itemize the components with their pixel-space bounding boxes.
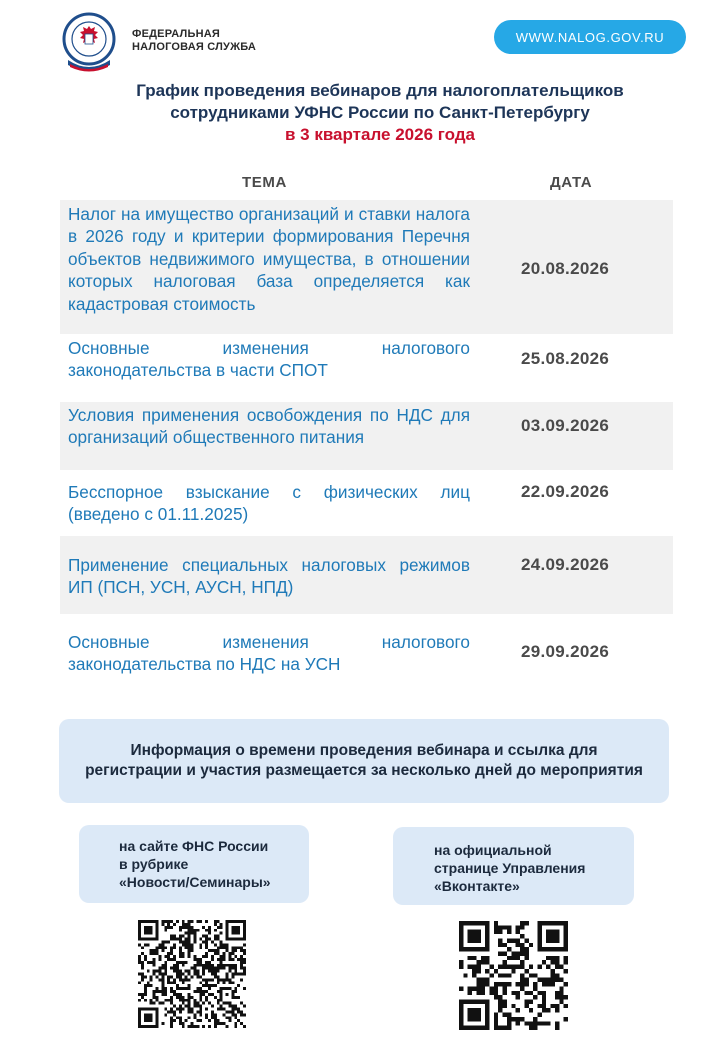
webinar-date: 20.08.2026 <box>521 259 610 278</box>
callout-left-line1: на сайте ФНС России <box>119 838 269 854</box>
title-quarter: в 3 квартале 2026 года <box>284 125 476 144</box>
column-header-date: ДАТА <box>550 174 593 191</box>
table-row <box>60 402 673 470</box>
callout-left-line2: в рубрике <box>119 856 189 872</box>
table-row <box>60 200 673 334</box>
webinar-topic: Налог на имущество организаций и ставки налога в 2026 году и критерии формирования Перечня объектов недвижимого имущества, в отношении которых налоговая база определяется как кадастровая стоимость <box>68 204 470 314</box>
table-row <box>60 536 673 614</box>
website-link-button[interactable]: WWW.NALOG.GOV.RU <box>494 20 686 54</box>
table-row <box>60 334 673 402</box>
org-name-line2: НАЛОГОВАЯ СЛУЖБА <box>132 41 257 53</box>
webinar-date: 24.09.2026 <box>521 555 610 574</box>
table-row <box>60 614 673 696</box>
vk-page-qr-code-icon[interactable] <box>459 921 568 1030</box>
webinar-date: 03.09.2026 <box>521 416 610 435</box>
fns-news-qr-code-icon[interactable] <box>138 919 246 1029</box>
webinar-date: 25.08.2026 <box>521 349 610 368</box>
webinar-date: 22.09.2026 <box>521 482 610 501</box>
page-title <box>60 80 700 146</box>
callout-right-line1: на официальной <box>434 842 552 858</box>
vk-page-callout <box>393 827 634 905</box>
info-notice-text: Информация о времени проведения вебинара и ссылка для регистрации и участия размещается за несколько дней до мероприятия <box>85 742 643 779</box>
webinar-topic: Основные изменения налогового законодательства по НДС на УСН <box>68 632 470 675</box>
organization-name <box>132 28 256 54</box>
title-line2: сотрудниками УФНС России по Санкт-Петербургу <box>170 103 590 122</box>
column-header-topic: ТЕМА <box>242 174 287 191</box>
webinar-date: 29.09.2026 <box>521 642 610 661</box>
info-notice <box>59 719 669 803</box>
webinar-topic: Основные изменения налогового законодательства в части СПОТ <box>68 338 470 381</box>
title-line1: График проведения вебинаров для налогоплательщиков <box>136 81 624 100</box>
webinar-topic: Применение специальных налоговых режимов ИП (ПСН, УСН, АУСН, НПД) <box>68 555 470 598</box>
webinar-topic: Бесспорное взыскание с физических лиц (введено с 01.11.2025) <box>68 482 470 525</box>
webinar-topic: Условия применения освобождения по НДС для организаций общественного питания <box>68 405 470 448</box>
fns-emblem-logo <box>62 12 116 74</box>
fns-site-news-callout <box>79 825 309 903</box>
org-name-line1: ФЕДЕРАЛЬНАЯ <box>132 28 220 40</box>
callout-right-line3: «Вконтакте» <box>434 878 520 894</box>
callout-right-line2: странице Управления <box>434 860 586 876</box>
table-row <box>60 470 673 536</box>
callout-left-line3: «Новости/Семинары» <box>119 874 271 890</box>
